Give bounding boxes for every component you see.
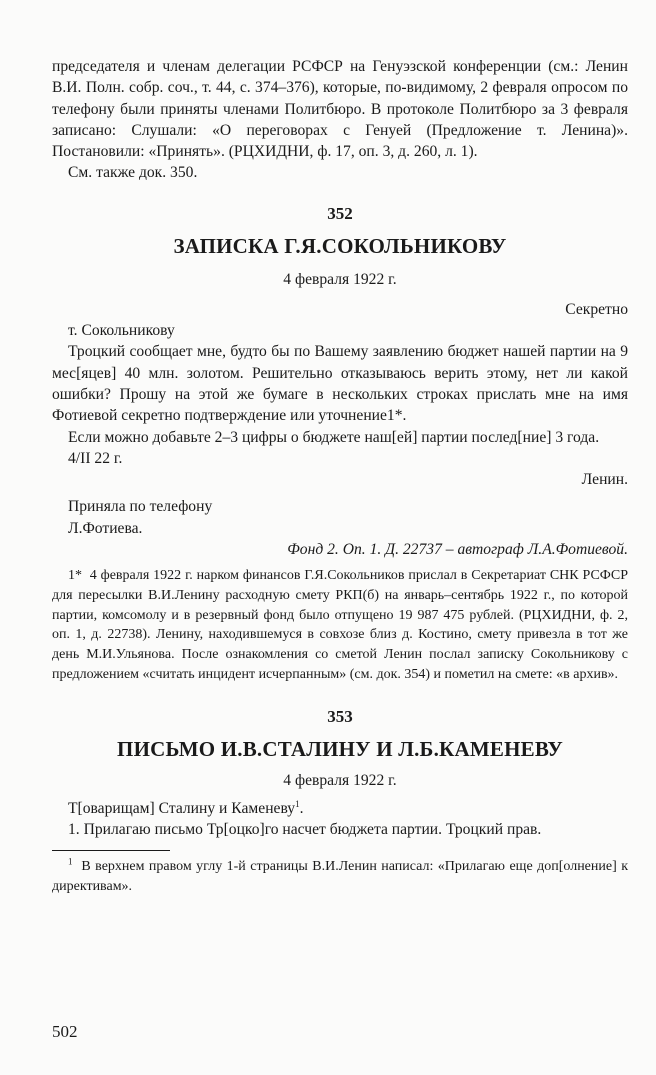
document-page [52,56,628,897]
document-number: 353 [327,706,353,726]
document-number: 352 [327,203,353,223]
footnote-text: В верхнем правом углу 1-й страницы В.И.Ленин написал: «Прилагаю еще доп[олнение] к директивам». [52,859,629,894]
page-number: 502 [52,1022,78,1041]
received-note: Приняла по телефону [68,498,213,516]
letter-paragraph: Троцкий сообщает мне, будто бы по Вашему заявлению бюджет нашей партии на 9 мес[яцев] 40 млн. золотом. Решительно отказываюсь верить этому, нет ли какой ошибки? Прошу на этой же бумаге в нескольких строках прислать мне на имя Фотиевой секретно подтверждение или уточнение1*. [52,343,628,425]
footnote [52,566,628,684]
footnote-ref: 1 [295,798,300,809]
continued-footnote-text: председателя и членам делегации РСФСР на Генуэзской конференции (см.: Ленин В.И. Полн. собр. соч., т. 44, с. 374–376), которые, по-видимому, 2 февраля опросом по телефону были приняты членами Политбюро. В протоколе Политбюро за 3 февраля записано: Слушали: «О переговорах с Генуей (Предложение т. Ленина)». Постановили: «Принять». (РЦХИДНИ, ф. 17, оп. 3, д. 260, л. 1). [52,58,628,161]
signature: Ленин. [581,471,628,489]
archive-source: Фонд 2. Оп. 1. Д. 22737 – автограф Л.А.Фотиевой. [287,541,628,559]
document-title: ЗАПИСКА Г.Я.СОКОЛЬНИКОВУ [173,233,507,258]
document-title: ПИСЬМО И.В.СТАЛИНУ И Л.Б.КАМЕНЕВУ [117,736,563,761]
footnote-text: 4 февраля 1922 г. нарком финансов Г.Я.Сокольников прислал в Секретариат СНК РСФСР для пересылки В.И.Ленину расходную смету РКП(б) на январь–сентябрь 1922 г., по которой партии, комсомолу и в резервный фонд было отпущено 19 987 475 рублей. (РЦХИДНИ, ф. 2, оп. 1, д. 22738). Ленину, находившемуся в совхозе близ д. Костино, смету привезла в тот же день М.И.Ульянова. После ознакомления со сметой Ленин послал записку Сокольникову с предложением «считать инцидент исчерпанным» (см. док. 354) и пометил на смете: «в архив». [52,568,628,682]
letter-paragraph: Если можно добавьте 2–3 цифры о бюджете наш[ей] партии послед[ние] 3 года. [68,428,600,446]
document-date: 4 февраля 1922 г. [283,270,397,288]
letter-date: 4/II 22 г. [68,449,123,467]
greeting: Т[оварищам] Сталину и Каменеву$^1$. [68,798,304,817]
footnote-mark: 1* [68,568,82,584]
received-by: Л.Фотиева. [68,519,143,537]
footnote [52,857,628,896]
footnote-mark: 1 [68,856,73,867]
letter-paragraph: 1. Прилагаю письмо Тр[оцко]го насчет бюджета партии. Троцкий прав. [68,820,542,838]
see-also-note: См. также док. 350. [68,164,198,182]
secret-label: Секретно [565,300,628,318]
document-date: 4 февраля 1922 г. [283,771,397,789]
footnote-divider [52,850,170,851]
addressee: т. Сокольникову [68,322,175,340]
